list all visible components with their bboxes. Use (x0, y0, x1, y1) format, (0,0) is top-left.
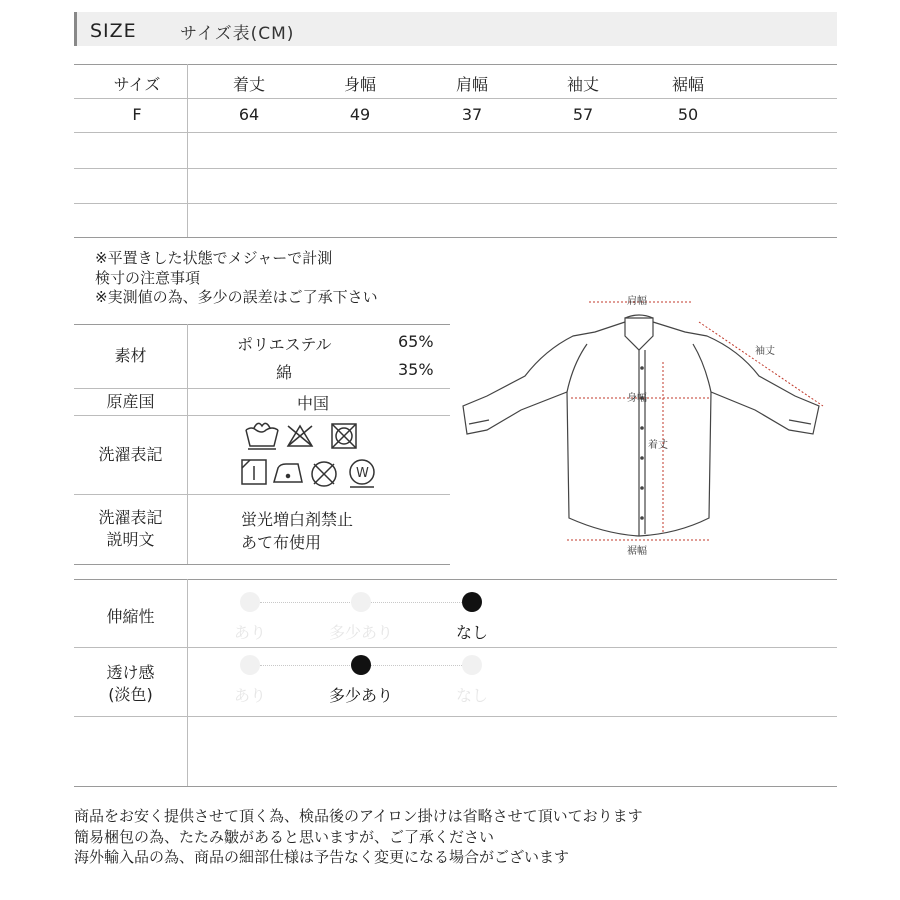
header-cell-size: サイズ (113, 75, 161, 94)
care-label: 洗濯表記 (98, 445, 163, 464)
sleeve-cell: 57 (572, 105, 594, 124)
attr-bottom-border (74, 786, 837, 787)
scale-label: なし (455, 686, 489, 705)
no-tumble-dry-icon (332, 424, 356, 448)
dim-length-label: 着丈 (648, 440, 668, 451)
chest-cell: 49 (349, 105, 371, 124)
origin-value: 中国 (297, 394, 330, 413)
care-desc-line: あて布使用 (241, 533, 322, 552)
shoulder-cell: 37 (461, 105, 483, 124)
material-name: 綿 (276, 363, 293, 382)
origin-label: 原産国 (106, 392, 155, 411)
details-divider (74, 388, 450, 389)
sheer-label: 透け感 (106, 663, 155, 682)
material-name: ポリエステル (237, 335, 332, 354)
scale-dot (240, 592, 260, 612)
no-bleach-icon (288, 426, 312, 446)
attr-top-border (74, 579, 837, 580)
attr-col-divider (187, 579, 188, 786)
iron-low-icon (274, 464, 302, 482)
size-label: SIZE (90, 20, 137, 42)
dim-shoulder-label: 肩幅 (627, 296, 647, 307)
no-dry-clean-icon (312, 462, 336, 486)
table-col-divider (187, 64, 188, 237)
length-cell: 64 (238, 105, 260, 124)
footer-note: 簡易梱包の為、たたみ皺があると思いますが、ご了承ください (74, 828, 495, 846)
note-line: ※平置きした状態でメジャーで計測 (95, 249, 333, 267)
scale-dot-selected (351, 655, 371, 675)
table-divider (74, 203, 837, 204)
scale-label-selected: 多少あり (328, 686, 394, 705)
svg-text:W: W (356, 466, 369, 481)
dim-hem-label: 裾幅 (627, 546, 647, 557)
material-pct: 35% (398, 360, 434, 379)
scale-dot (240, 655, 260, 675)
header-cell-chest: 身幅 (343, 75, 377, 94)
shirt-measurement-diagram (455, 288, 840, 560)
table-top-border (74, 64, 837, 65)
details-divider (74, 494, 450, 495)
footer-note: 海外輸入品の為、商品の細部仕様は予告なく変更になる場合がございます (74, 848, 570, 866)
care-symbols (240, 418, 390, 492)
header-accent (74, 12, 77, 46)
care-desc-label: 説明文 (106, 530, 155, 549)
table-divider (74, 98, 837, 99)
material-label: 素材 (114, 346, 147, 365)
wet-clean-icon (350, 460, 374, 487)
table-divider (74, 132, 837, 133)
scale-dot (351, 592, 371, 612)
size-table-subtitle: サイズ表(CM) (180, 24, 295, 44)
note-line: 検寸の注意事項 (95, 269, 201, 287)
scale-label: 多少あり (328, 623, 394, 642)
scale-label: あり (233, 623, 267, 642)
attr-divider (74, 647, 837, 648)
details-bottom-border (74, 564, 450, 565)
care-desc-line: 蛍光増白剤禁止 (241, 510, 354, 529)
shirt-buttons (640, 366, 644, 520)
stretch-label: 伸縮性 (106, 607, 155, 626)
attr-divider (74, 716, 837, 717)
footer-note: 商品をお安く提供させて頂く為、検品後のアイロン掛けは省略させて頂いております (74, 807, 643, 825)
sheer-label: (淡色) (108, 685, 153, 704)
line-dry-shade-icon (242, 460, 266, 484)
header-cell-hem: 裾幅 (671, 75, 705, 94)
scale-label-selected: なし (455, 623, 489, 642)
header-cell-length: 着丈 (232, 75, 266, 94)
care-desc-label: 洗濯表記 (98, 508, 163, 527)
dim-sleeve-label: 袖丈 (755, 346, 775, 357)
header-cell-sleeve: 袖丈 (566, 75, 600, 94)
wash-40-gentle-icon (246, 423, 278, 449)
details-divider (74, 415, 450, 416)
note-line: ※実測値の為、多少の誤差はご了承下さい (95, 288, 378, 306)
size-cell: F (132, 105, 142, 124)
scale-dot-selected (462, 592, 482, 612)
dimension-lines (567, 302, 823, 540)
details-top-border (74, 324, 450, 325)
scale-label: あり (233, 686, 267, 705)
dim-chest-label: 身幅 (627, 393, 647, 404)
hem-cell: 50 (677, 105, 699, 124)
details-col-divider (187, 324, 188, 564)
material-pct: 65% (398, 332, 434, 351)
header-cell-shoulder: 肩幅 (455, 75, 489, 94)
table-divider (74, 168, 837, 169)
table-bottom-border (74, 237, 837, 238)
scale-dot (462, 655, 482, 675)
